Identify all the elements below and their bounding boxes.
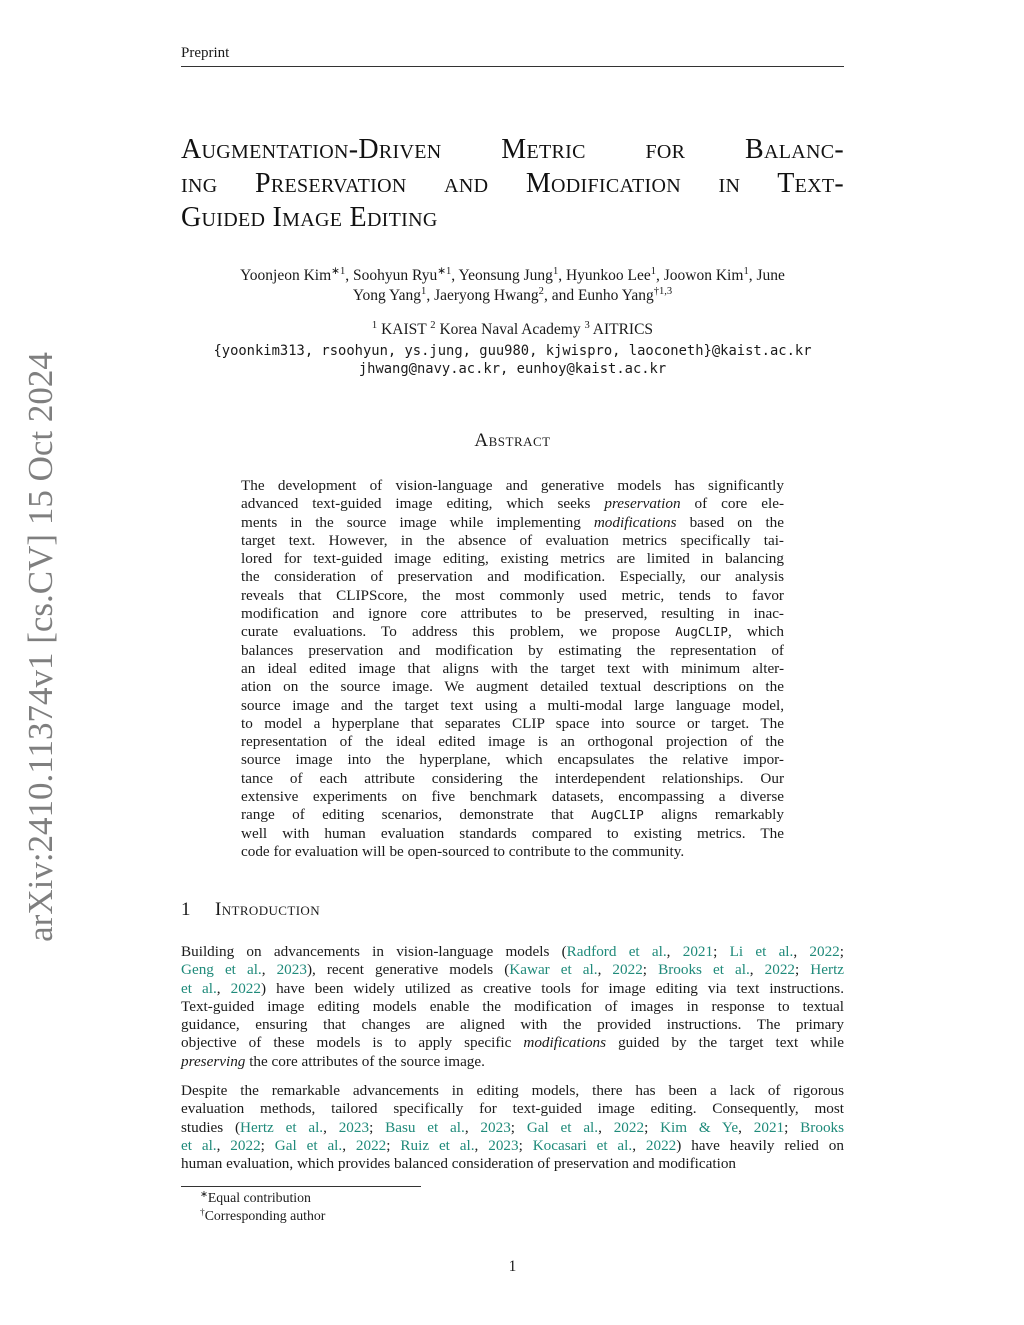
citation-link[interactable]: Kocasari et al.: [532, 1136, 633, 1154]
text-line: [241, 697, 784, 715]
text-run: , Jaeryong Hwang: [426, 287, 539, 304]
text-line: [241, 532, 784, 550]
text-run: ,: [342, 1136, 356, 1154]
citation-link[interactable]: 2022: [613, 1118, 645, 1136]
text-line: [241, 642, 784, 660]
text-run: , Yeonsung Jung: [451, 267, 553, 284]
citation-link[interactable]: Kawar et al.: [509, 961, 598, 979]
superscript: ∗1: [331, 266, 346, 278]
footnotes: [200, 1189, 325, 1225]
header-rule: [181, 66, 844, 67]
author-line: [181, 286, 844, 306]
text-run: KAIST: [377, 321, 431, 338]
citation-link[interactable]: 2022: [764, 961, 796, 979]
text-line: [241, 495, 784, 513]
text-run: AITRICS: [589, 321, 654, 338]
footnote: [200, 1189, 325, 1207]
citation-link[interactable]: 2021: [682, 943, 714, 960]
text-run: ,: [474, 1136, 489, 1154]
affiliations: [181, 320, 844, 340]
text-run: the core attributes of the source image.: [245, 1052, 485, 1070]
citation-link[interactable]: 2022: [612, 961, 643, 979]
text-line: [241, 587, 784, 605]
text-line: [241, 788, 784, 806]
citation-link[interactable]: Brooks: [800, 1118, 845, 1136]
section-heading: [181, 899, 844, 921]
text-run: , June: [748, 267, 785, 284]
text-run: ,: [738, 1118, 754, 1136]
text-run: extensive experiments on five benchmark datasets, encompassing a diverse: [241, 788, 784, 806]
running-head: Preprint: [181, 45, 230, 61]
footnote-mark: †: [200, 1207, 205, 1218]
text-run: target text. However, in the absence of evaluation metrics specifically tai-: [241, 531, 784, 549]
text-run: aligns remarkably: [643, 806, 784, 824]
superscript: 2: [430, 320, 436, 332]
method-name: AugCLIP: [675, 624, 728, 640]
title-line: ing Preservation and Modification in Text-: [181, 168, 844, 199]
citation-link[interactable]: 2022: [645, 1136, 677, 1154]
text-line: [241, 825, 784, 843]
superscript: 1: [552, 266, 559, 278]
text-run: ), recent generative models (: [306, 961, 510, 979]
text-line: [181, 943, 844, 961]
citation-link[interactable]: Radford et al.: [566, 943, 667, 960]
email-line: {yoonkim313, rsoohyun, ys.jung, guu980, kjwispro, laoconeth}@kaist.ac.kr: [213, 343, 812, 359]
text-run: , Hyunkoo Lee: [558, 267, 651, 284]
text-run: , and Eunho Yang: [543, 287, 654, 304]
text-run: ;: [369, 1118, 386, 1136]
text-run: , which: [727, 623, 784, 641]
citation-link[interactable]: Hertz: [810, 961, 845, 979]
citation-link[interactable]: 2023: [480, 1118, 511, 1136]
text-run: based on the: [676, 513, 784, 531]
text-run: ;: [713, 943, 730, 960]
text-run: ,: [323, 1118, 339, 1136]
text-run: ;: [839, 943, 844, 960]
text-run: ;: [784, 1118, 801, 1136]
footnote-mark: ∗: [200, 1189, 208, 1200]
section-number: 1: [181, 899, 191, 920]
intro-paragraph-2: [181, 1082, 844, 1173]
text-run: ,: [749, 961, 765, 979]
text-run: ,: [216, 979, 231, 997]
page-number: 1: [508, 1258, 517, 1275]
text-run: ,: [632, 1136, 646, 1154]
citation-link[interactable]: 2023: [276, 961, 307, 979]
text-line: [181, 1053, 844, 1071]
text-run: Yong Yang: [352, 287, 422, 304]
footnote-text: Corresponding author: [204, 1208, 326, 1223]
text-line: [241, 477, 784, 495]
arxiv-stamp-text: arXiv:2410.11374v1 [cs.CV] 15 Oct 2024: [21, 352, 60, 942]
abstract-body: [241, 477, 784, 861]
text-run: of core ele-: [680, 495, 784, 513]
text-line: [241, 843, 784, 861]
text-run: balances preservation and modification by estimating the representation of: [241, 641, 784, 659]
emphasis: preservation: [604, 495, 681, 513]
citation-link[interactable]: Basu et al.: [385, 1118, 465, 1136]
text-run: ,: [598, 1118, 614, 1136]
text-run: ,: [464, 1118, 481, 1136]
superscript: 1: [743, 266, 749, 278]
text-run: studies (: [181, 1118, 241, 1136]
text-run: ;: [260, 1136, 275, 1154]
text-run: ;: [510, 1118, 527, 1136]
footnote: [200, 1207, 325, 1225]
text-run: source image into the hyperplane, which encapsulates the relative impor-: [241, 751, 784, 769]
email-line: jhwang@navy.ac.kr, eunhoy@kaist.ac.kr: [358, 361, 667, 377]
emphasis: modifications: [593, 513, 677, 531]
text-line: [241, 568, 784, 586]
text-line: [181, 961, 844, 979]
superscript: 3: [584, 320, 590, 332]
citation-link[interactable]: Gal et al.: [526, 1118, 599, 1136]
text-line: [181, 998, 844, 1016]
text-run: ments in the source image while implementing: [241, 513, 594, 531]
arxiv-stamp: [6, 352, 76, 942]
text-run: guided by the target text while: [606, 1034, 844, 1052]
text-run: ;: [518, 1136, 533, 1154]
superscript: 1: [371, 320, 378, 332]
footnote-text: Equal contribution: [207, 1190, 311, 1205]
text-run: tance of each attribute considering the interdependent relationships. Our: [241, 769, 784, 787]
footnote-rule: [181, 1186, 421, 1187]
superscript: ∗1: [437, 266, 452, 278]
text-run: guidance, ensuring that changes are aligned with the provided instructions. The primary: [181, 1016, 844, 1034]
author-line: [181, 266, 844, 286]
method-name: AugCLIP: [591, 807, 644, 823]
text-run: Korea Naval Academy: [435, 321, 585, 338]
citation-link[interactable]: Brooks et al.: [658, 961, 750, 979]
text-line: [181, 1034, 844, 1052]
title-line: Augmentation-Driven Metric for Balanc-: [181, 134, 844, 165]
text-run: the consideration of preservation and modification. Especially, our analysis: [241, 568, 784, 586]
text-line: [241, 514, 784, 532]
citation-link[interactable]: 2022: [809, 943, 840, 960]
text-run: , Joowon Kim: [656, 267, 744, 284]
text-run: ) have been widely utilized as creative tools for image editing via text instructions.: [260, 979, 845, 997]
text-run: ,: [666, 943, 683, 960]
text-run: The development of vision-language and generative models has significantly: [241, 477, 784, 494]
text-run: representation of the ideal edited image is an orthogonal projection of the: [241, 733, 784, 751]
text-line: [181, 1082, 844, 1100]
paper-title: [181, 133, 844, 235]
text-run: ,: [216, 1136, 231, 1154]
text-run: modification and ignore core attributes to be preserved, resulting in inac-: [241, 605, 784, 623]
superscript: 1: [421, 286, 427, 298]
section-title: Introduction: [215, 899, 321, 920]
text-run: Despite the remarkable advancements in editing models, there has been a lack of rigorous: [181, 1082, 844, 1099]
text-run: objective of these models is to apply specific: [181, 1034, 524, 1052]
intro-paragraph-1: [181, 943, 844, 1071]
citation-link[interactable]: 2023: [488, 1136, 519, 1154]
text-run: , Soohyun Ryu: [345, 267, 438, 284]
text-run: ;: [386, 1136, 401, 1154]
text-line: [181, 1100, 844, 1118]
author-list: [181, 266, 844, 306]
emphasis: preserving: [181, 1052, 246, 1070]
text-line: [241, 751, 784, 769]
citation-link[interactable]: Hertz et al.: [240, 1118, 324, 1136]
text-line: [181, 1016, 844, 1034]
text-run: human evaluation, which provides balanced consideration of preservation and modification: [181, 1155, 737, 1173]
superscript: †1,3: [653, 286, 673, 298]
text-run: ;: [795, 961, 811, 979]
text-run: reveals that CLIPScore, the most commonly used metric, tends to favor: [241, 586, 784, 604]
citation-link[interactable]: et al.: [181, 979, 217, 997]
text-run: well with human evaluation standards compared to existing metrics. The: [241, 824, 784, 842]
text-run: source image and the target text using a multi-modal large language model,: [241, 696, 784, 714]
text-line: [181, 1119, 844, 1137]
text-run: Building on advancements in vision-language models (: [181, 943, 567, 960]
text-line: [241, 660, 784, 678]
text-line: [241, 715, 784, 733]
text-line: [241, 770, 784, 788]
text-run: curate evaluations. To address this problem, we propose: [241, 623, 676, 641]
text-line: [181, 1155, 844, 1173]
citation-link[interactable]: et al.: [181, 1136, 217, 1154]
citation-link[interactable]: Ruiz et al.: [400, 1136, 475, 1154]
text-line: [181, 980, 844, 998]
citation-link[interactable]: Li et al.: [729, 943, 794, 960]
text-line: [181, 1137, 844, 1155]
text-run: evaluation methods, tailored specifically for text-guided image editing. Consequently, most: [181, 1100, 844, 1118]
superscript: 2: [538, 286, 544, 298]
text-run: advanced text-guided image editing, which seeks: [241, 495, 605, 513]
abstract-heading: Abstract: [474, 430, 551, 451]
emphasis: modifications: [523, 1034, 607, 1052]
text-line: [241, 605, 784, 623]
citation-link[interactable]: 2022: [230, 979, 261, 997]
text-run: ,: [261, 961, 277, 979]
text-run: ,: [793, 943, 810, 960]
text-run: ,: [597, 961, 613, 979]
text-run: code for evaluation will be open-sourced to contribute to the community.: [241, 842, 685, 860]
author-emails: [160, 342, 865, 378]
text-run: an ideal edited image that aligns with the target text with minimum alter-: [241, 659, 784, 677]
text-run: ) have heavily relied on: [676, 1136, 844, 1154]
citation-link[interactable]: 2023: [338, 1118, 370, 1136]
text-run: Yoonjeon Kim: [240, 267, 332, 284]
text-run: to model a hyperplane that separates CLIP space into source or target. The: [241, 714, 784, 732]
text-run: ation on the source image. We augment detailed textual descriptions on the: [241, 678, 784, 696]
citation-link[interactable]: Gal et al.: [274, 1136, 343, 1154]
text-line: [241, 623, 784, 641]
text-run: ;: [642, 961, 659, 979]
text-line: [241, 678, 784, 696]
text-run: lored for text-guided image editing, existing metrics are limited in balancing: [241, 550, 784, 568]
citation-link[interactable]: Geng et al.: [181, 961, 262, 979]
text-line: [241, 733, 784, 751]
text-line: [241, 550, 784, 568]
superscript: 1: [650, 266, 657, 278]
citation-link[interactable]: Kim & Ye: [660, 1118, 739, 1136]
text-run: Text-guided image editing models enable the modification of images in response to textual: [181, 997, 844, 1015]
title-line: Guided Image Editing: [181, 202, 438, 233]
text-line: [241, 806, 784, 824]
text-run: ;: [644, 1118, 661, 1136]
text-run: range of editing scenarios, demonstrate that: [241, 806, 592, 824]
citation-link[interactable]: 2022: [230, 1136, 261, 1154]
citation-link[interactable]: 2021: [753, 1118, 785, 1136]
citation-link[interactable]: 2022: [355, 1136, 387, 1154]
